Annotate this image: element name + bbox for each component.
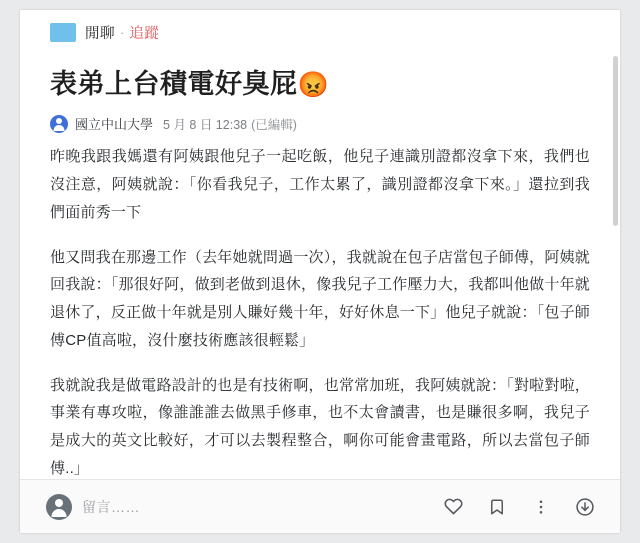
scrollbar[interactable] [613, 56, 618, 476]
post-body [50, 133, 590, 498]
post-paragraph: 我就說我是做電路設計的也是有技術啊，也常常加班，我阿姨就說：「對啦對啦，事業有專攻啦，像誰誰誰去做黑手修車，也不太會讀書，也是賺很多啊，我兒子是成大的英文比較好，才可以去製程整合，啊你可能會畫電路，所以去當包子師傅..」 [50, 376, 590, 477]
comment-bar [20, 479, 620, 533]
edited-badge: (已編輯) [251, 117, 297, 132]
post-title-text: 表弟上台積電好臭屁 [50, 69, 298, 99]
download-icon[interactable] [574, 496, 596, 518]
action-icons [442, 496, 596, 518]
bookmark-icon[interactable] [486, 496, 508, 518]
avatar [50, 115, 68, 133]
more-vertical-icon[interactable] [530, 496, 552, 518]
avatar [46, 494, 72, 520]
page-title [50, 68, 590, 100]
post-paragraph: 昨晚我跟我媽還有阿姨跟他兒子一起吃飯，他兒子連識別證都沒拿下來，我們也沒注意，阿姨就說：「你看我兒子，工作太累了，識別證都沒拿下來。」還拉到我們面前秀一下 [50, 148, 590, 221]
board-name[interactable]: 閒聊 [85, 25, 115, 42]
board-thumbnail-icon [50, 23, 76, 42]
post-date: 5 月 8 日 12:38 [163, 117, 248, 132]
post-meta [50, 114, 590, 133]
post-paragraph: 他又問我在那邊工作（去年她就問過一次），我就說在包子店當包子師傅，阿姨就回我說：「那很好阿，做到老做到退休，像我兒子工作壓力大，我都叫他做十年就退休了，反正做十年就是別人賺好幾十年，好好休息一下」他兒子就說：「包子師傅CP值高啦，沒什麼技術應該很輕鬆」 [50, 248, 590, 349]
follow-board-button[interactable]: 追蹤 [129, 25, 160, 42]
heart-icon[interactable] [442, 496, 464, 518]
author-school: 國立中山大學 [75, 117, 154, 133]
scrollbar-thumb[interactable] [613, 56, 618, 226]
comment-input[interactable]: 留言…… [82, 498, 140, 515]
angry-face-icon: 😡 [297, 71, 330, 99]
board-header [20, 10, 620, 54]
separator-dot: · [120, 24, 125, 40]
post-card [20, 10, 620, 533]
